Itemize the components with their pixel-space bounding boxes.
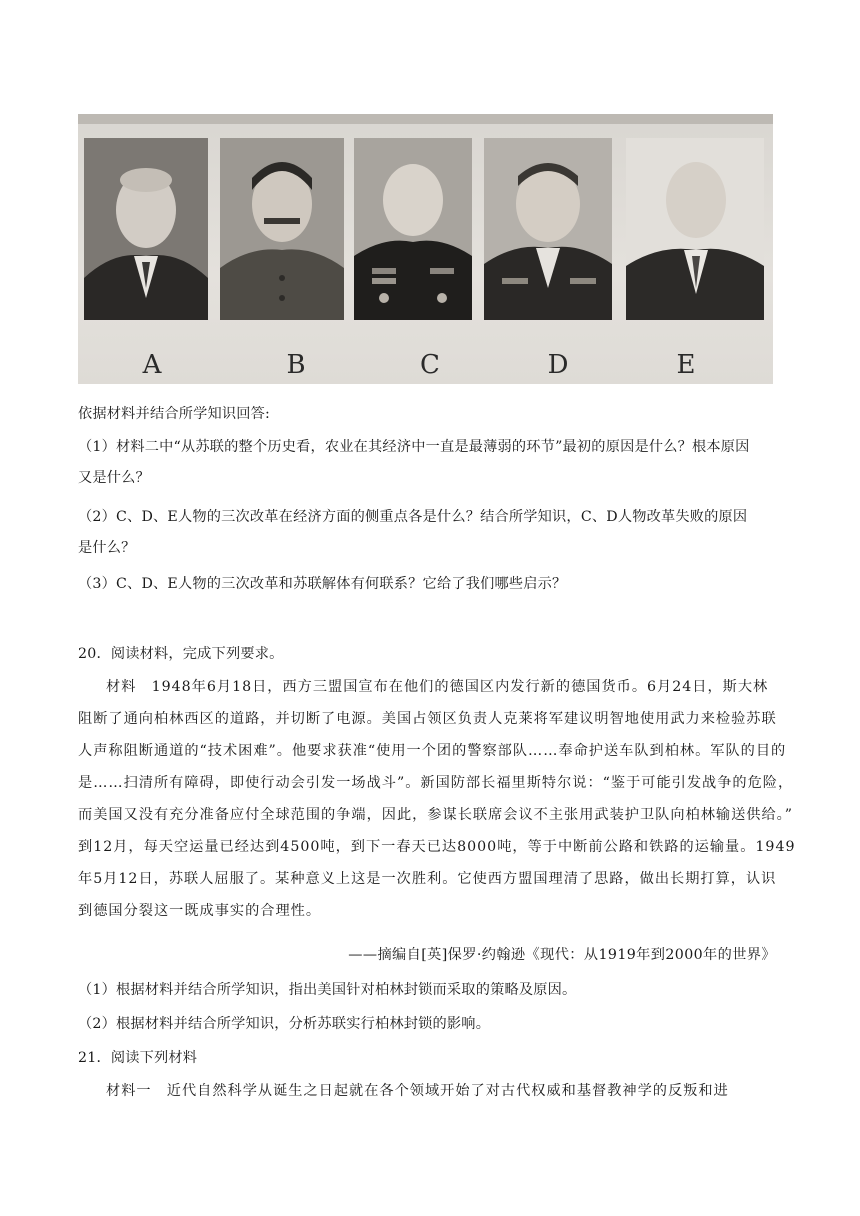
intro-text: 依据材料并结合所学知识回答: xyxy=(78,406,271,422)
q20-material-line-5: 而美国又没有充分准备应付全球范围的争端，因此，参谋长联席会议不主张用武装护卫队向柏林输送供给。” xyxy=(78,807,793,823)
figure-label-c: C xyxy=(420,350,440,380)
strip-top-edge xyxy=(78,114,773,124)
portrait-c xyxy=(354,138,472,320)
figure-label-e: E xyxy=(676,350,696,380)
portrait-b xyxy=(220,138,344,320)
q20-material-line-7: 年5月12日，苏联人屈服了。某种意义上这是一次胜利。它使西方盟国理清了思路，做出长期打算，认识 xyxy=(78,871,777,887)
q20-heading: 20．阅读材料，完成下列要求。 xyxy=(78,646,284,662)
figure-label-d: D xyxy=(547,350,569,380)
q21-heading: 21．阅读下列材料 xyxy=(78,1050,198,1066)
portrait-photo-strip xyxy=(78,114,773,384)
figure-label-b: B xyxy=(286,350,306,380)
q19-item2-line2: 是什么？ xyxy=(78,540,136,556)
q20-source: ——摘编自[英]保罗·约翰逊《现代：从1919年到2000年的世界》 xyxy=(348,947,776,963)
q19-item1-line2: 又是什么？ xyxy=(78,470,150,486)
q20-item2: （2）根据材料并结合所学知识，分析苏联实行柏林封锁的影响。 xyxy=(78,1016,491,1032)
q20-material-line-3: 人声称阻断通道的“技术困难”。他要求获准“使用一个团的警察部队……奉命护送车队到柏林。军队的目的 xyxy=(78,743,787,759)
q20-material-line-1: 材料 1948年6月18日，西方三盟国宣布在他们的德国区内发行新的德国货币。6月24日，斯大林 xyxy=(106,679,769,695)
portrait-d xyxy=(484,138,612,320)
q20-material-line-6: 到12月，每天空运量已经达到4500吨，到下一春天已达8000吨，等于中断前公路和铁路的运输量。1949 xyxy=(78,839,796,855)
q19-item2-line1: （2）C、D、E人物的三次改革在经济方面的侧重点各是什么？结合所学知识，C、D人物改革失败的原因 xyxy=(78,509,748,525)
q19-item1-line1: （1）材料二中“从苏联的整个历史看，农业在其经济中一直是最薄弱的环节”最初的原因是什么？根本原因 xyxy=(78,439,750,455)
q20-material-line-2: 阻断了通向柏林西区的道路，并切断了电源。美国占领区负责人克莱将军建议明智地使用武力来检验苏联 xyxy=(78,711,777,727)
q21-material-line: 材料一 近代自然科学从诞生之日起就在各个领域开始了对古代权威和基督教神学的反叛和进 xyxy=(106,1083,729,1099)
q20-item1: （1）根据材料并结合所学知识，指出美国针对柏林封锁而采取的策略及原因。 xyxy=(78,982,577,998)
portrait-e xyxy=(626,138,764,320)
portrait-a xyxy=(84,138,208,320)
figure-label-a: A xyxy=(142,350,162,380)
q20-material-line-8: 到德国分裂这一既成事实的合理性。 xyxy=(78,903,322,919)
q20-material-line-4: 是……扫清所有障碍，即使行动会引发一场战斗”。新国防部长福里斯特尔说：“鉴于可能引发战争的危险， xyxy=(78,775,794,791)
q19-item3: （3）C、D、E人物的三次改革和苏联解体有何联系？它给了我们哪些启示？ xyxy=(78,576,567,592)
